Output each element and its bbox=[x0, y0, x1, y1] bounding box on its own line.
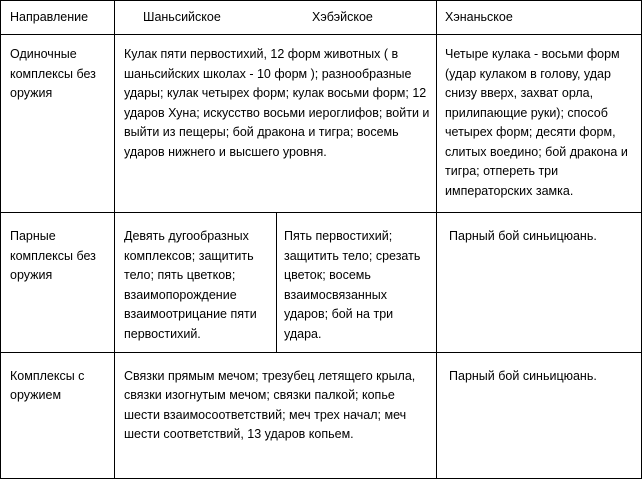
shanxi-hebei-cell bbox=[115, 352, 437, 478]
henan-cell bbox=[437, 213, 642, 352]
header-direction-label: Направление bbox=[10, 10, 89, 24]
header-henan-label: Хэнаньское bbox=[445, 10, 513, 24]
shanxi-hebei-text: Связки прямым мечом; трезубец летящего крыла, связки изогнутым мечом; связки палкой; копье шести взаимосоответствий; меч трех начал; меч шести соответствий, 13 ударов копьем. bbox=[124, 368, 416, 442]
row-direction-cell bbox=[1, 213, 115, 352]
row-direction-label: Одиночные комплексы без оружия bbox=[10, 47, 96, 101]
row-direction-label: Парные комплексы без оружия bbox=[10, 229, 96, 283]
table-row-paired-unarmed bbox=[1, 213, 642, 352]
row-direction-cell bbox=[1, 35, 115, 213]
row-direction-label: Комплексы с оружием bbox=[10, 368, 85, 403]
header-henan-cell bbox=[437, 1, 642, 35]
header-direction-cell bbox=[1, 1, 115, 35]
henan-cell bbox=[437, 352, 642, 478]
table-row-weapons bbox=[1, 352, 642, 478]
hebei-text: Пять первостихий; защитить тело; срезать цветок; восемь взаимосвязанных ударов; бой на три удара. bbox=[284, 229, 421, 341]
henan-text: Парный бой синьицюань. bbox=[449, 229, 597, 244]
shanxi-text: Девять дугообразных комплексов; защитить тело; пять цветков; взаимопорождение взаимоотрицание пяти первостихий. bbox=[124, 229, 257, 341]
shanxi-hebei-cell bbox=[115, 35, 437, 213]
henan-cell bbox=[437, 35, 642, 213]
henan-text: Парный бой синьицюань. bbox=[449, 368, 597, 383]
shanxi-cell bbox=[115, 213, 277, 352]
shanxi-hebei-text: Кулак пяти первостихий, 12 форм животных ( в шаньсийских школах - 10 форм ); разнообразные удары; кулак четырех форм; кулак восьми форм; 12 ударов Хуна; искусство восьми иероглифов; войти и выйти из пещеры; бой дракона и тигра; восемь ударов нижнего и высшего уровня. bbox=[124, 47, 430, 159]
row-direction-cell bbox=[1, 352, 115, 478]
henan-text: Четыре кулака - восьми форм (удар кулаком в голову, удар снизу вверх, захват орла, прилипающие руки); способ четырех форм; десяти форм, слитых воедино; бой дракона и тигра; отпереть три императорских замка. bbox=[445, 47, 628, 198]
header-shanxi-label: Шаньсийское bbox=[143, 10, 221, 24]
header-hebei-label: Хэбэйское bbox=[312, 10, 373, 24]
hebei-cell bbox=[277, 213, 437, 352]
header-row bbox=[1, 1, 642, 35]
table-row-single-unarmed bbox=[1, 35, 642, 213]
header-shanxi-hebei-cell bbox=[115, 1, 437, 35]
